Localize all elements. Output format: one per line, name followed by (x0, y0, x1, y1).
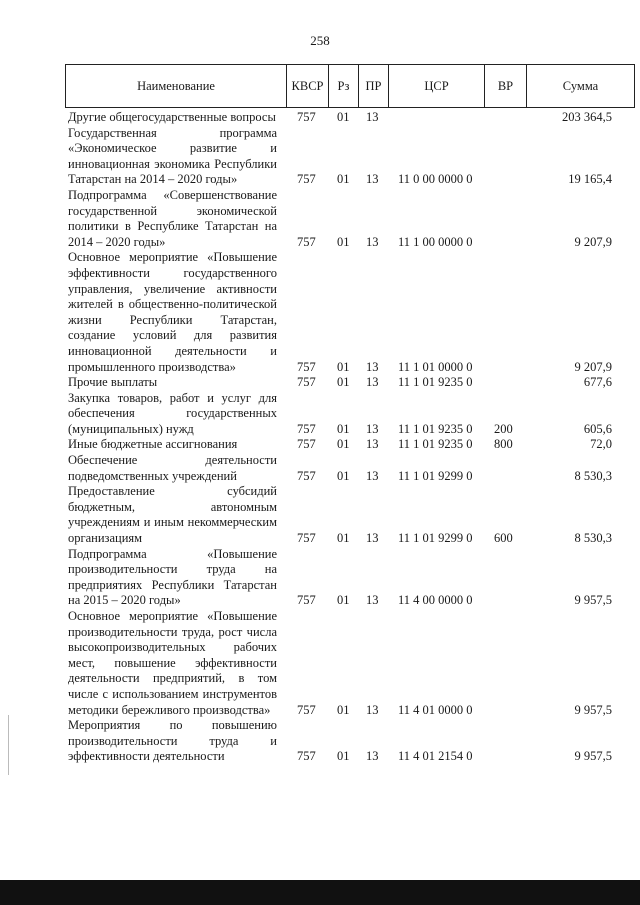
row-sum: 9 957,5 (574, 593, 612, 608)
row-kvsr: 757 (297, 375, 316, 390)
row-csr: 11 4 01 2154 0 (398, 749, 473, 764)
row-sum: 203 364,5 (562, 110, 612, 124)
row-csr: 11 1 00 0000 0 (398, 234, 473, 249)
row-name: Обеспечение деятельности подведомственных учреждений (68, 453, 277, 483)
row-pr: 13 (366, 359, 379, 374)
row-sum: 677,6 (583, 375, 612, 390)
row-kvsr: 757 (297, 749, 316, 764)
row-vr: 600 (494, 531, 513, 546)
row-rz: 01 (337, 234, 350, 249)
row-sum: 9 957,5 (574, 749, 612, 764)
row-sum: 9 207,9 (574, 359, 612, 374)
row-pr: 13 (366, 437, 379, 452)
row-sum: 8 530,3 (574, 531, 612, 546)
row-rz: 01 (337, 702, 350, 717)
row-kvsr: 757 (297, 702, 316, 717)
row-csr: 11 1 01 0000 0 (398, 359, 473, 374)
row-name: Основное мероприятие «Повышение производительности труда, рост числа высокопроизводительных рабочих мест, повышение эффективности деятельности предприятий, в том числе с использованием инструментов методики бережливого производства» (68, 609, 277, 717)
row-csr: 11 4 00 0000 0 (398, 593, 473, 608)
row-kvsr: 757 (297, 234, 316, 249)
table-row (0, 484, 640, 546)
row-rz: 01 (337, 110, 350, 124)
row-name: Основное мероприятие «Повышение эффективности государственного управления, увеличение активности жителей в общественно-политической жизни Республики Татарстан, создание условий для развития инновационной деятельности и промышленного производства» (68, 250, 277, 374)
row-pr: 13 (366, 110, 379, 124)
row-name: Прочие выплаты (68, 375, 158, 390)
row-name: Мероприятия по повышению производительности труда и эффективности деятельности (68, 718, 277, 764)
row-pr: 13 (366, 749, 379, 764)
header-name: Наименование (66, 65, 287, 107)
row-name: Предоставление субсидий бюджетным, автономным учреждениям и иным некоммерческим организациям (68, 484, 277, 546)
row-vr: 200 (494, 421, 513, 436)
row-sum: 9 207,9 (574, 234, 612, 249)
row-name: Иные бюджетные ассигнования (68, 437, 238, 452)
header-pr: ПР (359, 65, 389, 107)
row-sum: 19 165,4 (568, 172, 612, 187)
row-csr: 11 1 01 9235 0 (398, 375, 473, 390)
row-name: Государственная программа «Экономическое развитие и инновационная экономика Республики Татарстан на 2014 – 2020 годы» (68, 125, 277, 187)
row-csr: 11 1 01 9235 0 (398, 421, 473, 436)
row-sum: 72,0 (590, 437, 612, 452)
row-pr: 13 (366, 702, 379, 717)
row-rz: 01 (337, 359, 350, 374)
row-sum: 8 530,3 (574, 468, 612, 483)
row-pr: 13 (366, 234, 379, 249)
row-name: Подпрограмма «Совершенствование государственной экономической политики в Республике Татарстан на 2014 – 2020 годы» (68, 187, 277, 249)
margin-mark (8, 715, 9, 775)
header-sum: Сумма (562, 78, 599, 93)
row-csr: 11 0 00 0000 0 (398, 172, 473, 187)
row-name: Другие общегосударственные вопросы (68, 110, 276, 124)
table-row (0, 250, 640, 375)
table-row (0, 718, 640, 765)
row-rz: 01 (337, 437, 350, 452)
row-rz: 01 (337, 749, 350, 764)
table-row (0, 391, 640, 438)
row-kvsr: 757 (297, 359, 316, 374)
header-kvsr: КВСР (287, 65, 329, 107)
header-csr: ЦСР (389, 65, 485, 107)
row-csr: 11 4 01 0000 0 (398, 702, 473, 717)
table-row (0, 609, 640, 718)
row-pr: 13 (366, 421, 379, 436)
table-row (0, 547, 640, 609)
table-row (0, 126, 640, 188)
row-name: Закупка товаров, работ и услуг для обеспечения государственных (муниципальных) нужд (68, 390, 277, 436)
row-csr: 11 1 01 9235 0 (398, 437, 473, 452)
scan-bottom-edge (0, 880, 640, 905)
table-row (0, 453, 640, 484)
row-sum: 9 957,5 (574, 702, 612, 717)
row-rz: 01 (337, 468, 350, 483)
row-rz: 01 (337, 172, 350, 187)
row-rz: 01 (337, 421, 350, 436)
table-body (0, 110, 640, 765)
row-kvsr: 757 (297, 110, 316, 124)
row-kvsr: 757 (297, 437, 316, 452)
header-rz: Рз (329, 65, 359, 107)
row-kvsr: 757 (297, 593, 316, 608)
row-pr: 13 (366, 172, 379, 187)
page-number: 258 (310, 33, 330, 48)
row-rz: 01 (337, 531, 350, 546)
row-sum: 605,6 (583, 421, 612, 436)
table-row (0, 437, 640, 453)
table-row (0, 375, 640, 391)
row-pr: 13 (366, 593, 379, 608)
row-csr: 11 1 01 9299 0 (398, 468, 473, 483)
row-csr: 11 1 01 9299 0 (398, 531, 473, 546)
row-name: Подпрограмма «Повышение производительности труда на предприятиях Республики Татарстан на 2015 – 2020 годы» (68, 546, 277, 608)
table-row (0, 110, 640, 126)
row-kvsr: 757 (297, 172, 316, 187)
row-pr: 13 (366, 468, 379, 483)
row-vr: 800 (494, 437, 513, 452)
row-rz: 01 (337, 593, 350, 608)
table-row (0, 188, 640, 250)
header-vr: ВР (485, 65, 527, 107)
row-pr: 13 (366, 375, 379, 390)
row-kvsr: 757 (297, 468, 316, 483)
row-kvsr: 757 (297, 421, 316, 436)
row-rz: 01 (337, 375, 350, 390)
row-kvsr: 757 (297, 531, 316, 546)
table-header (65, 64, 635, 108)
row-pr: 13 (366, 531, 379, 546)
